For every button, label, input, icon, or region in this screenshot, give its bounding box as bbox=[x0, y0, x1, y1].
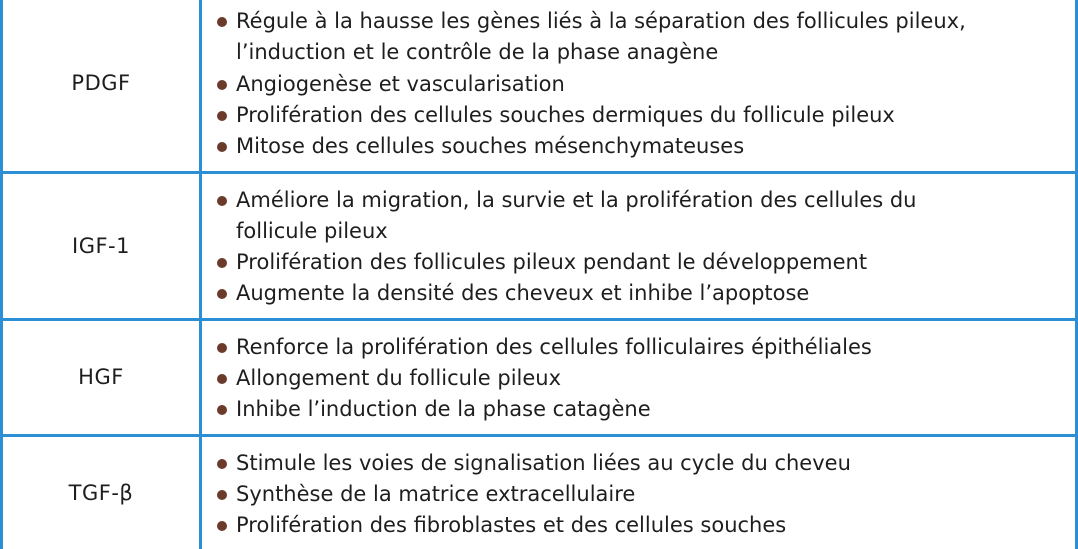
factor-name: HGF bbox=[78, 365, 124, 390]
effect-text: Augmente la densité des cheveux et inhibe l’apoptose bbox=[236, 281, 810, 306]
effect-continuation-line bbox=[236, 217, 388, 245]
factor-name-cell bbox=[3, 321, 199, 434]
effect-list-item bbox=[213, 186, 917, 214]
bullet-icon bbox=[217, 343, 227, 353]
effect-list-item bbox=[213, 333, 872, 361]
effect-text: Stimule les voies de signalisation liées au cycle du cheveu bbox=[236, 450, 851, 475]
effect-text: Synthèse de la matrice extracellulaire bbox=[236, 481, 636, 506]
effect-list-item bbox=[213, 7, 966, 35]
effect-list-item bbox=[213, 248, 867, 276]
effect-text: Inhibe l’induction de la phase catagène bbox=[236, 397, 651, 422]
effect-text: Prolifération des cellules souches dermiques du follicule pileux bbox=[236, 102, 895, 127]
effect-text: Allongement du follicule pileux bbox=[236, 365, 562, 390]
effect-text: l’induction et le contrôle de la phase anagène bbox=[236, 40, 719, 65]
effect-list-item bbox=[213, 132, 744, 160]
effect-list-item bbox=[213, 279, 809, 307]
bullet-icon bbox=[217, 258, 227, 268]
factor-name: PDGF bbox=[71, 70, 131, 95]
factor-name: IGF-1 bbox=[72, 233, 130, 258]
effect-text: Angiogenèse et vascularisation bbox=[236, 71, 565, 96]
table-row bbox=[0, 171, 1078, 318]
bullet-icon bbox=[217, 111, 227, 121]
bullet-icon bbox=[217, 196, 227, 206]
effect-list-item bbox=[213, 480, 635, 508]
bullet-icon bbox=[217, 405, 227, 415]
effects-cell bbox=[213, 437, 1069, 549]
effect-text: Régule à la hausse les gènes liés à la séparation des follicules pileux, bbox=[236, 9, 966, 33]
bullet-icon bbox=[217, 80, 227, 90]
effect-text: Prolifération des follicules pileux pendant le développement bbox=[236, 250, 868, 275]
effect-list-item bbox=[213, 449, 851, 477]
bullet-icon bbox=[217, 521, 227, 531]
column-divider bbox=[199, 321, 202, 434]
column-divider bbox=[199, 0, 202, 171]
effect-text: Renforce la prolifération des cellules folliculaires épithéliales bbox=[236, 334, 872, 359]
effect-text: follicule pileux bbox=[236, 218, 388, 243]
effect-list-item bbox=[213, 364, 561, 392]
bullet-icon bbox=[217, 374, 227, 384]
effect-list-item bbox=[213, 70, 565, 98]
factor-name: TGF-β bbox=[68, 481, 134, 506]
bullet-icon bbox=[217, 142, 227, 152]
effect-text: Prolifération des fibroblastes et des cellules souches bbox=[236, 513, 787, 538]
factor-name-cell bbox=[3, 437, 199, 549]
effect-list-item bbox=[213, 511, 786, 539]
table-row bbox=[0, 318, 1078, 434]
effect-continuation-line bbox=[236, 38, 718, 66]
effect-list-item bbox=[213, 395, 651, 423]
bullet-icon bbox=[217, 17, 227, 27]
factor-name-cell bbox=[3, 174, 199, 318]
bullet-icon bbox=[217, 490, 227, 500]
table-row bbox=[0, 434, 1078, 549]
column-divider bbox=[199, 174, 202, 318]
bullet-icon bbox=[217, 289, 227, 299]
table-row bbox=[0, 0, 1078, 171]
factor-name-cell bbox=[3, 0, 199, 171]
effect-text: Améliore la migration, la survie et la prolifération des cellules du bbox=[236, 187, 917, 212]
effect-text: Mitose des cellules souches mésenchymateuses bbox=[236, 134, 745, 159]
effect-list-item bbox=[213, 101, 895, 129]
effects-cell bbox=[213, 0, 1069, 171]
effects-cell bbox=[213, 174, 1069, 318]
column-divider bbox=[199, 437, 202, 549]
bullet-icon bbox=[217, 459, 227, 469]
effects-cell bbox=[213, 321, 1069, 434]
